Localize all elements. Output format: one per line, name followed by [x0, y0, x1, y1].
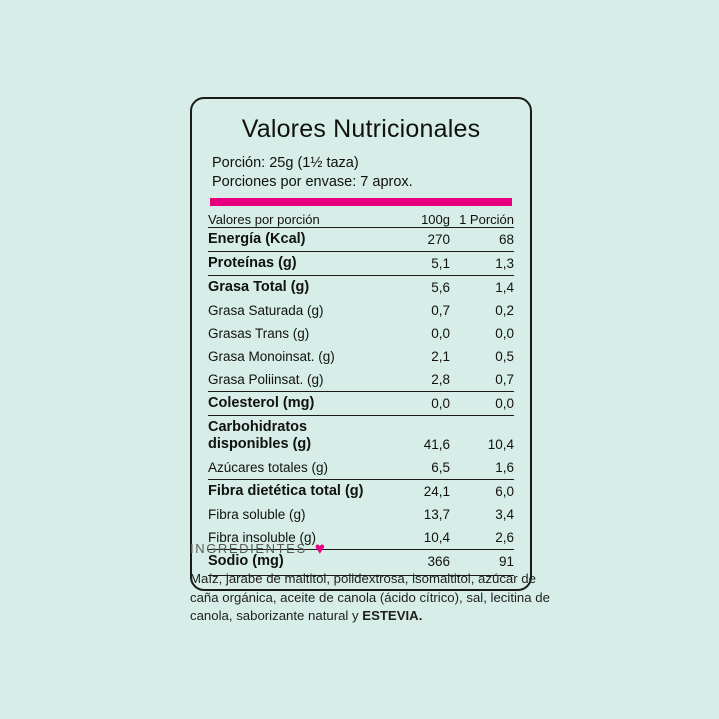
row-per-100g: 366 [388, 550, 450, 574]
row-per-serving: 1,6 [495, 460, 514, 475]
row-label: Proteínas (g) [208, 252, 388, 276]
row-per-serving: 0,7 [495, 372, 514, 387]
table-row [208, 368, 514, 392]
row-label: Carbohidratos disponibles (g) [208, 416, 388, 457]
row-label: Grasa Saturada (g) [208, 303, 324, 318]
row-per-100g: 2,8 [431, 372, 450, 387]
table-header-row [208, 212, 514, 228]
table-row [208, 416, 514, 457]
row-label: Colesterol (mg) [208, 392, 388, 416]
row-per-100g: 24,1 [388, 480, 450, 504]
ingredients-highlight: ESTEVIA. [362, 608, 423, 623]
panel-title: Valores Nutricionales [241, 115, 481, 143]
header-per-serving: 1 Porción [459, 212, 514, 227]
heart-icon: ♥ [314, 539, 325, 558]
ingredients-text-block [190, 570, 562, 626]
row-label: Sodio (mg) [208, 550, 388, 574]
table-row [208, 480, 514, 504]
table-row [208, 228, 514, 252]
table-row [208, 322, 514, 345]
row-per-serving: 0,0 [495, 326, 514, 341]
row-per-100g: 0,7 [431, 303, 450, 318]
row-per-100g: 5,1 [388, 252, 450, 276]
row-per-100g: 6,5 [431, 460, 450, 475]
table-row [208, 456, 514, 480]
table-row [208, 392, 514, 416]
row-label: Grasas Trans (g) [208, 326, 310, 341]
row-per-serving: 1,3 [450, 252, 514, 276]
header-per-100g: 100g [421, 212, 450, 227]
ingredients-heading [190, 540, 325, 557]
header-label: Valores por porción [208, 212, 320, 227]
row-per-serving: 10,4 [450, 416, 514, 457]
table-row [208, 503, 514, 526]
table-row [208, 252, 514, 276]
row-label: Grasa Total (g) [208, 276, 388, 300]
row-label: Azúcares totales (g) [208, 460, 329, 475]
nutrition-facts-panel [190, 97, 532, 591]
row-label: Grasa Monoinsat. (g) [208, 349, 335, 364]
row-per-serving: 2,6 [495, 530, 514, 545]
servings-per-container-line: Porciones por envase: 7 aprox. [212, 174, 413, 190]
row-per-100g: 270 [388, 228, 450, 252]
row-per-serving: 0,2 [495, 303, 514, 318]
row-per-serving: 0,0 [450, 392, 514, 416]
row-label: Fibra dietética total (g) [208, 480, 388, 504]
nutrition-table-body [208, 212, 514, 573]
row-label: Fibra soluble (g) [208, 507, 306, 522]
row-per-100g: 2,1 [431, 349, 450, 364]
table-row [208, 345, 514, 368]
row-per-100g: 0,0 [388, 392, 450, 416]
row-per-serving: 0,5 [495, 349, 514, 364]
ingredients-heading-label: INGREDIENTES [190, 541, 307, 556]
row-per-100g: 0,0 [431, 326, 450, 341]
ingredients-text: Maíz, jarabe de maltitol, polidextrosa, isomaltitol, azúcar de caña orgánica, aceite de canola (ácido cítrico), sal, lecitina de canola, saborizante natural y [190, 571, 550, 623]
row-per-serving: 3,4 [495, 507, 514, 522]
row-per-serving: 68 [450, 228, 514, 252]
row-per-serving: 91 [450, 550, 514, 574]
row-per-100g: 10,4 [423, 530, 450, 545]
row-label: Fibra insoluble (g) [208, 530, 317, 545]
nutrition-table [208, 212, 514, 573]
row-label: Energía (Kcal) [208, 228, 388, 252]
row-per-100g: 13,7 [423, 507, 450, 522]
pink-divider-bar [210, 198, 512, 206]
row-per-serving: 1,4 [450, 276, 514, 300]
serving-size-line: Porción: 25g (1½ taza) [212, 155, 359, 171]
row-per-100g: 41,6 [388, 416, 450, 457]
row-per-serving: 6,0 [450, 480, 514, 504]
row-label: Grasa Poliinsat. (g) [208, 372, 324, 387]
row-per-100g: 5,6 [388, 276, 450, 300]
table-row [208, 299, 514, 322]
table-row [208, 276, 514, 300]
